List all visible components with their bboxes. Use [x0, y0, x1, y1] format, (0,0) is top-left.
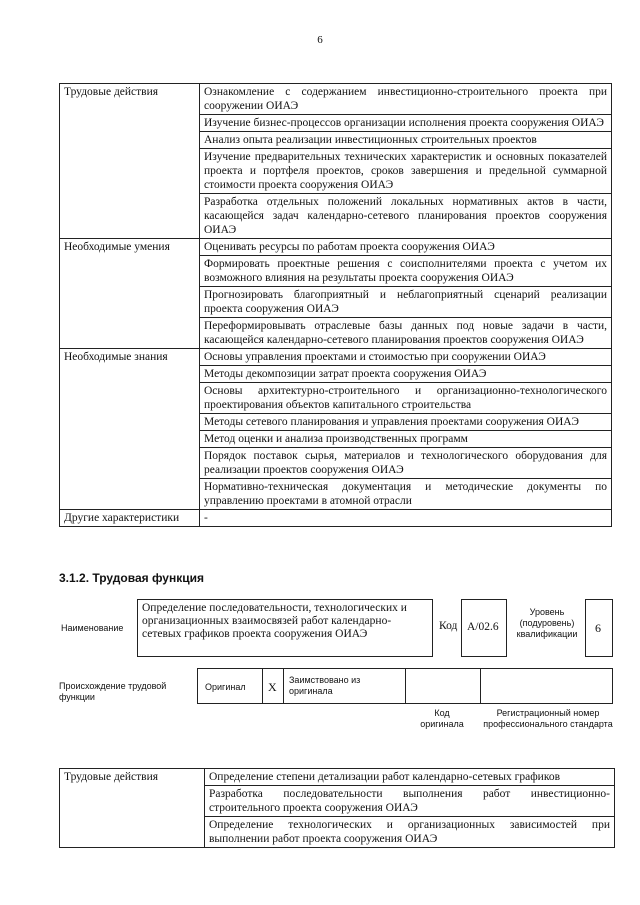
table1-item: Основы управления проектами и стоимостью при сооружении ОИАЭ: [200, 349, 612, 366]
section-heading: 3.1.2. Трудовая функция: [59, 571, 204, 585]
table1-item: Нормативно-техническая документация и методические документы по управлению проектами в атомной отрасли: [200, 479, 612, 510]
orig-code-cell: [405, 668, 481, 704]
table-row: [60, 769, 615, 786]
reg-number-cell: [480, 668, 613, 704]
table1-group-label: Другие характеристики: [60, 510, 200, 527]
table3-item: Определение технологических и организационных зависимостей при выполнении работ проекта сооружения ОИАЭ: [205, 817, 615, 848]
code-label-cell: [433, 599, 461, 657]
mark-cell: [262, 668, 284, 704]
table-row: [60, 84, 612, 115]
table-row: [60, 510, 612, 527]
page-number: 6: [317, 34, 323, 46]
table1-item: Оценивать ресурсы по работам проекта сооружения ОИАЭ: [200, 239, 612, 256]
table-row: [60, 349, 612, 366]
level-value: 6: [595, 621, 601, 635]
function-name: Определение последовательности, технологических и организационных взаимосвязей работ календарно-сетевых графиков проекта сооружения ОИАЭ: [142, 602, 407, 640]
level-label: Уровень (подуровень) квалификации: [516, 607, 578, 639]
original-label: Оригинал: [205, 682, 246, 692]
table3-group-label: Трудовые действия: [60, 769, 205, 848]
code-value-cell: [461, 599, 507, 657]
table1-item: Ознакомление с содержанием инвестиционно-строительного проекта при сооружении ОИАЭ: [200, 84, 612, 115]
code-label: Код: [439, 620, 458, 632]
original-cell: [197, 668, 263, 704]
name-label: Наименование: [61, 623, 124, 633]
table1-item: Изучение бизнес-процессов организации исполнения проекта сооружения ОИАЭ: [200, 115, 612, 132]
origin-label: Происхождение трудовой функции: [59, 681, 167, 702]
table1-item: Прогнозировать благоприятный и неблагоприятный сценарий реализации проекта сооружения ОИАЭ: [200, 287, 612, 318]
table1-item: Переформировывать отраслевые базы данных под новые задачи в части, касающейся календарно-сетевого планирования проектов сооружения ОИАЭ: [200, 318, 612, 349]
table1-item: Основы архитектурно-строительного и организационно-технологического проектирования объектов капитального строительства: [200, 383, 612, 414]
table1-item: Методы сетевого планирования и управления проектами сооружения ОИАЭ: [200, 414, 612, 431]
table1-item: Анализ опыта реализации инвестиционных строительных проектов: [200, 132, 612, 149]
labor-function-table-1: [59, 83, 612, 527]
labor-actions-table-2: [59, 768, 615, 848]
reg-number-caption: Регистрационный номер профессионального стандарта: [483, 708, 613, 729]
table3-item: Разработка последовательности выполнения работ инвестиционно-строительного проекта сооружения ОИАЭ: [205, 786, 615, 817]
table1-item: Разработка отдельных положений локальных нормативных актов в части, касающейся задач календарно-сетевого планирования проектов сооружения ОИАЭ: [200, 194, 612, 239]
table1-item: Формировать проектные решения с соисполнителями проекта с учетом их возможного влияния на результаты проекта сооружения ОИАЭ: [200, 256, 612, 287]
table1-item: Изучение предварительных технических характеристик и основных показателей проекта и портфеля проектов, сроков завершения и предельной суммарной стоимости проекта сооружения ОИАЭ: [200, 149, 612, 194]
table1-item: Методы декомпозиции затрат проекта сооружения ОИАЭ: [200, 366, 612, 383]
code-value: A/02.6: [467, 621, 499, 633]
table1-group-label: Трудовые действия: [60, 84, 200, 239]
name-label-cell: [59, 599, 137, 657]
table-row: [60, 239, 612, 256]
level-label-cell: [507, 599, 585, 657]
table1-item: -: [200, 510, 612, 527]
table1-item: Метод оценки и анализа производственных программ: [200, 431, 612, 448]
table1-item: Порядок поставок сырья, материалов и технологического оборудования для реализации проектов сооружения ОИАЭ: [200, 448, 612, 479]
table3-body: [60, 769, 615, 848]
table3-item: Определение степени детализации работ календарно-сетевых графиков: [205, 769, 615, 786]
borrowed-label: Заимствовано из оригинала: [289, 675, 361, 696]
borrowed-cell: [283, 668, 406, 704]
table1-group-label: Необходимые умения: [60, 239, 200, 349]
original-mark: X: [268, 680, 277, 694]
table1-body: [60, 84, 612, 527]
orig-code-caption: Код оригинала: [420, 708, 464, 729]
table1-group-label: Необходимые знания: [60, 349, 200, 510]
name-value-cell: [137, 599, 433, 657]
level-value-cell: [585, 599, 613, 657]
